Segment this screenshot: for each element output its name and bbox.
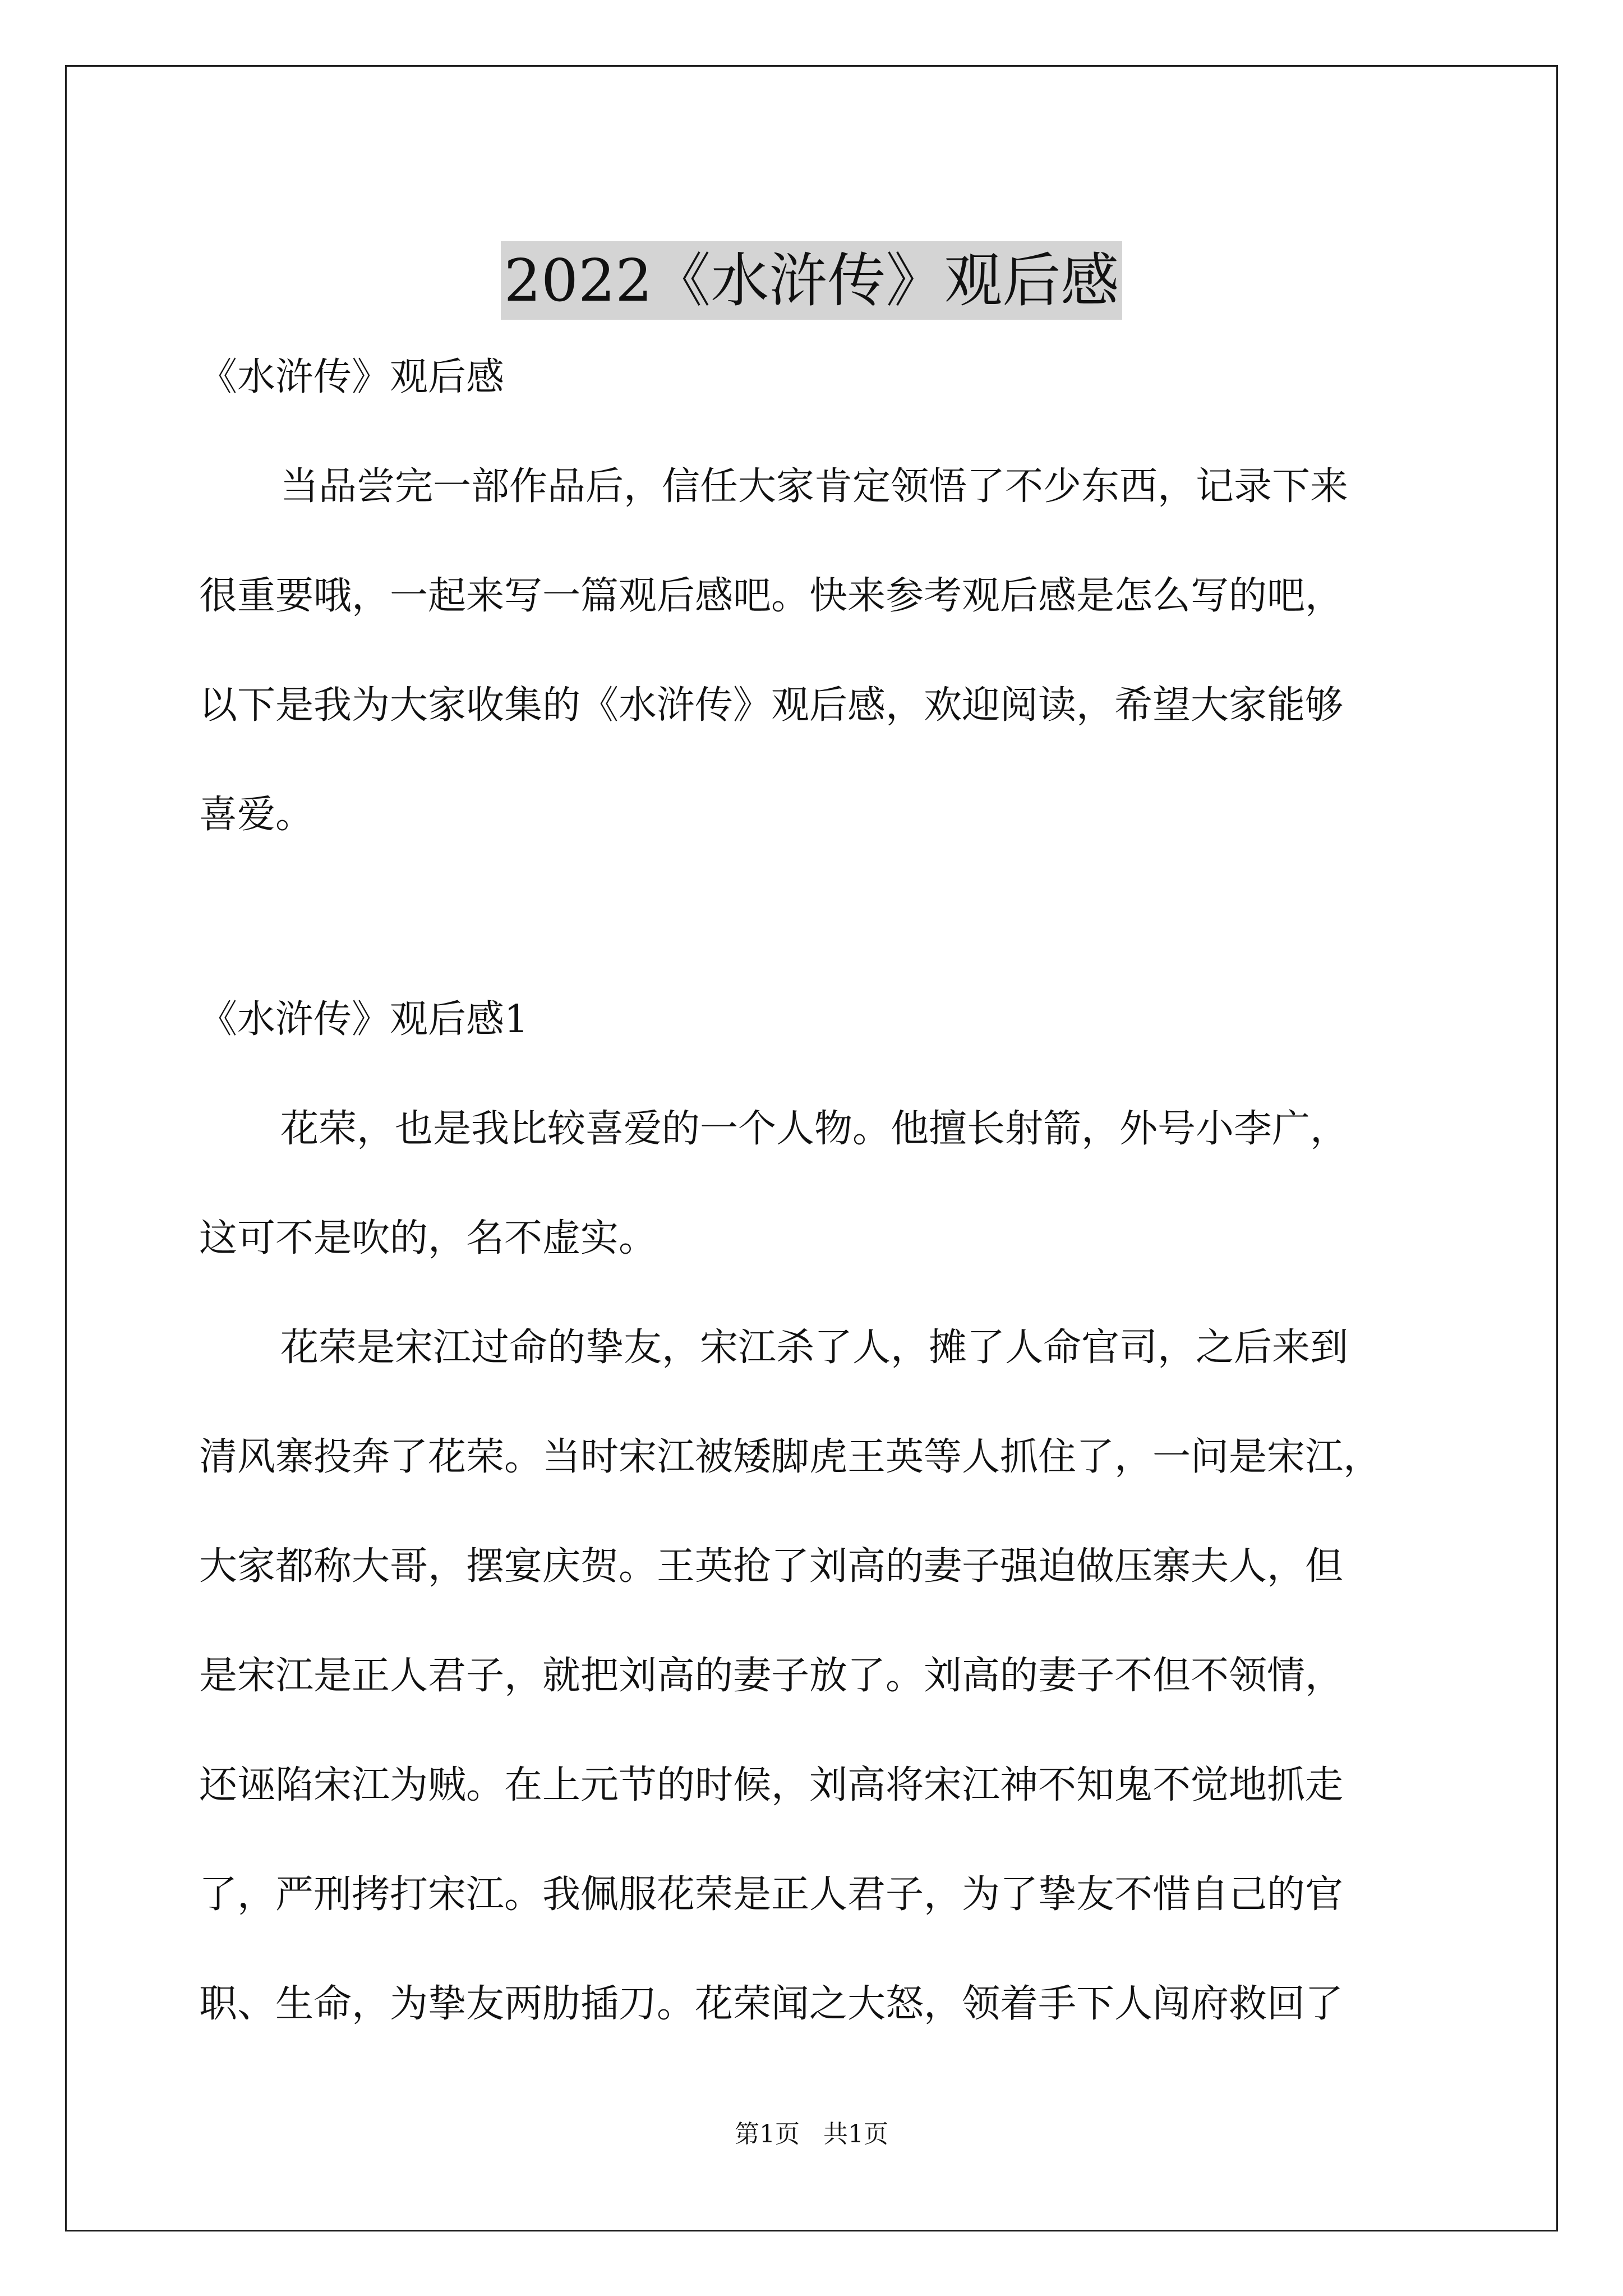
paragraph-line: 清风寨投奔了花荣。当时宋江被矮脚虎王英等人抓住了，一问是宋江， [199, 1435, 1382, 1479]
paragraph-line: 这可不是吹的，名不虚实。 [199, 1216, 657, 1260]
paragraph-line: 职、生命，为挚友两肋插刀。花荣闻之大怒，领着手下人闯府救回了 [199, 1982, 1344, 2026]
paragraph-line: 花荣，也是我比较喜爱的一个人物。他擅长射箭，外号小李广， [280, 1107, 1349, 1151]
paragraph-line: 大家都称大哥，摆宴庆贺。王英抢了刘高的妻子强迫做压寨夫人，但 [199, 1544, 1344, 1589]
section-heading: 《水浒传》观后感1 [199, 997, 529, 1042]
paragraph-line: 了，严刑拷打宋江。我佩服花荣是正人君子，为了挚友不惜自己的官 [199, 1872, 1344, 1917]
paragraph-line: 是宋江是正人君子，就把刘高的妻子放了。刘高的妻子不但不领情， [199, 1654, 1344, 1698]
paragraph-line: 喜爱。 [199, 793, 314, 837]
paragraph-line: 花荣是宋江过命的挚友，宋江杀了人，摊了人命官司，之后来到 [280, 1326, 1349, 1370]
paragraph-line: 以下是我为大家收集的《水浒传》观后感，欢迎阅读，希望大家能够 [199, 683, 1344, 728]
section-heading: 《水浒传》观后感 [199, 355, 505, 399]
title-container [0, 202, 1623, 358]
paragraph-line: 当品尝完一部作品后，信任大家肯定领悟了不少东西，记录下来 [280, 464, 1349, 509]
paragraph-line: 很重要哦，一起来写一篇观后感吧。快来参考观后感是怎么写的吧， [199, 574, 1344, 618]
paragraph-line: 还诬陷宋江为贼。在上元节的时候，刘高将宋江神不知鬼不觉地抓走 [199, 1763, 1344, 1807]
page-number-footer: 第1页 共1页 [735, 2120, 888, 2148]
document-title: 2022《水浒传》观后感 [501, 241, 1123, 320]
